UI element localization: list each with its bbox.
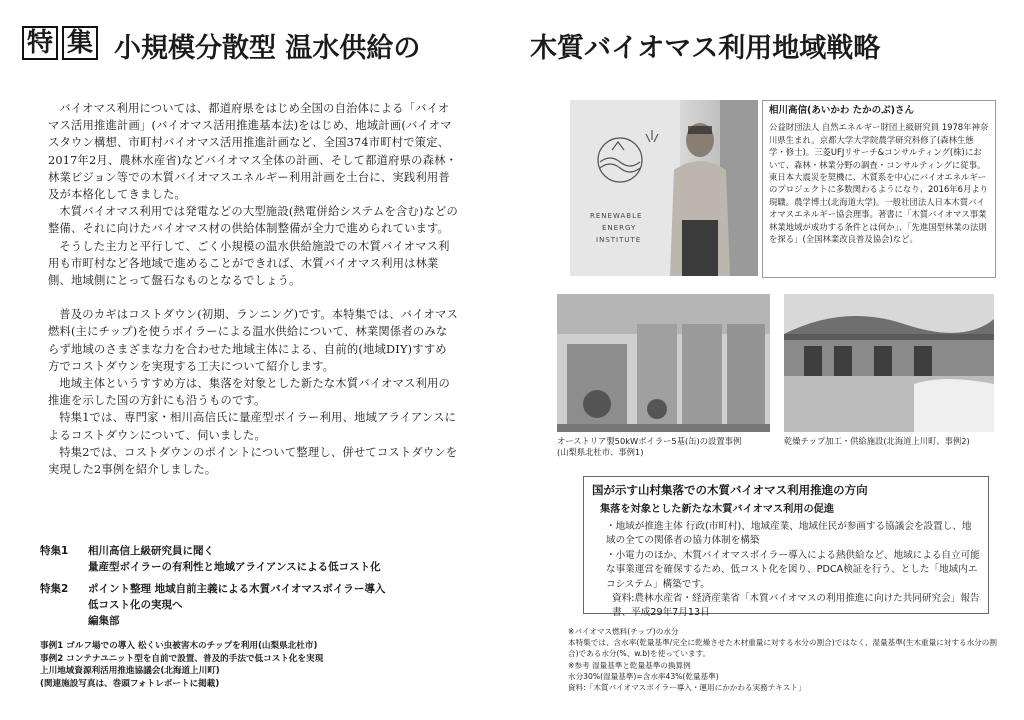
feature-1-line1: 相川高信上級研究員に聞く [88,545,214,557]
intro-paragraph: 特集1では、専門家・相川高信氏に量産型ボイラー利用、地域アライアンスによるコストダウンについて、伺いました。 [48,411,457,442]
case-2: 事例2 コンテナユニット型を自前で設置、普及的手法で低コスト化を実現 [40,653,324,664]
profile-photo [570,100,758,276]
case-2-org: 上川地域資源利活用推進協議会(北海道上川町) [40,666,220,677]
boiler-caption-line2: (山梨県北杜市、事例1) [557,447,644,457]
intro-paragraph: バイオマス利用については、都道府県をはじめ全国の自治体による「バイオマス活用推進計画」(バイオマス活用推進基本法)をはじめ、地域計画(バイオマスタウン構想、市町村バイオマス活用推進計画など、全国374市町村で策定、2017年2月、農林水産省)などバイオマス全体の計画、そして都道府県の森林・林業ビジョン等での木質バイオマスエネルギー利用計画を土台に、実践利用普及が本格化してきました。 [48,102,458,202]
facility-photo-illustration [784,294,994,432]
intro-paragraph: 地域主体というすすめ方は、集落を対象とした新たな木質バイオマス利用の推進を示した国の方針にも沿うものです。 [48,377,450,408]
boiler-caption [557,436,770,458]
intro-paragraph: 木質バイオマス利用では発電などの大型施設(熱電併給システムを含む)などの整備、それに向けたバイオマス材の供給体制整備が全力で進められています。 [48,205,458,236]
intro-paragraph: 特集2では、コストダウンのポイントについて整理し、併せてコストダウンを実現した2事例を紹介しました。 [48,445,458,477]
profile-card [762,100,996,278]
badge-char-1: 特 [22,26,58,60]
case-list [40,640,480,690]
badge-char-2: 集 [62,26,98,60]
policy-source: 資料:農林水産省・経済産業省「木質バイオマスの利用推進に向けた共同研究会」報告書、平成29年7月13日 [612,593,980,619]
feature-1-line2: 量産型ボイラーの有利性と地域アライアンスによる低コスト化 [88,561,381,573]
footnote-line-2: 本特集では、含水率(乾量基準/完全に乾燥させた木材重量に対する水分の割合)ではなく、湿量基準(生木重量に対する水分の割合)である水分(%、w.b)を使っています。 [568,638,997,659]
page-title-right: 木質バイオマス利用地域戦略 [530,33,881,64]
photo-note: (関連施設写真は、巻頭フォトレポートに掲載) [40,678,220,689]
footnote-line-1: ※バイオマス燃料(チップ)の水分 [568,627,679,636]
policy-bullet-2: ・小電力のほか、木質バイオマスボイラー導入による熱供給など、地域による自立可能な事業運営を確保するため、低コスト化を図り、PDCA検証を行う、とした「地域内エコシステム」構築です。 [606,549,980,590]
feature-2 [40,581,480,629]
footnote-line-5: 資料:「木質バイオマスボイラー導入・運用にかかわる実務テキスト」 [568,683,806,693]
case-1: 事例1 ゴルフ場での導入 松くい虫被害木のチップを利用(山梨県北杜市) [40,641,318,651]
footnote-line-3: ※参考 湿量基準と乾量基準の換算例 [568,660,691,670]
profile-bio: 公益財団法人 自然エネルギー財団上級研究員 1978年神奈川県生まれ。京都大学大学院農学研究科修了(森林生態学・修士)。三菱UFJリサーチ&コンサルティング(株)において、森林・林業分野の調査・コンサルティングに従事。東日本大震災を契機に、木質系を中心にバイオエネルギーのプロジェクトに多数関わるようになり、2016年6月より現職。農学博士(北海道大学)。一般社団法人日本木質バイオマスエネルギー協会理事。著書に「木質バイオマス事業 林業地域が成功する条件とは何か」、「先進国型林業の法則を探る」(全国林業改良普及協会)など。 [769,122,989,245]
feature-2-line1: ポイント整理 地域自前主義による木質バイオマスボイラー導入 [88,583,386,595]
boiler-photo [557,294,770,432]
intro-paragraph: 普及のカギはコストダウン(初期、ランニング)です。本特集では、バイオマス燃料(主にチップ)を使うボイラーによる温水供給について、林業関係者のみならず地域のさまざまな力を合わせた地域主体による、自前的(地域DIY)すすめ方でコストダウンを実現する工夫について紹介します。 [48,308,458,373]
feature-2-line2: 低コスト化の実現へ [88,599,183,611]
facility-photo [784,294,994,432]
profile-name: 相川高信(あいかわ たかのぶ)さん [769,105,914,116]
logo-text-2: ENERGY [602,224,637,232]
policy-bullet-1: ・地域が推進主体 行政(市町村)、地域産業、地域住民が参画する協議会を設置し、地域の全ての関係者の協力体制を構築 [606,521,972,547]
logo-text-1: RENEWABLE [590,212,643,220]
logo-text-3: INSTITUTE [596,236,642,244]
policy-title: 国が示す山村集落での木質バイオマス利用推進の方向 [592,483,868,497]
boiler-caption-line1: オーストリア製50kWボイラー5基(缶)の設置事例 [557,436,742,446]
feature-2-key: 特集2 [40,583,69,595]
features-list [40,543,480,629]
policy-subtitle: 集落を対象とした新たな木質バイオマス利用の促進 [600,504,835,515]
moisture-footnote [568,626,998,693]
facility-caption: 乾燥チップ加工・供給施設(北海道上川町、事例2) [784,436,970,446]
feature-1-key: 特集1 [40,545,69,557]
feature-badge [22,26,98,60]
profile-photo-illustration [570,100,758,276]
boiler-photo-illustration [557,294,770,432]
feature-2-line3: 編集部 [88,615,120,627]
intro-text [48,100,458,478]
intro-paragraph: そうした主力と平行して、ごく小規模の温水供給施設での木質バイオマス利用も市町村など各地域で進めることができれば、木質バイオマス利用は林業側、地域側にとって盤石なものとなるでしょう。 [48,239,450,288]
page-title-left: 小規模分散型 温水供給の [114,33,421,64]
policy-box [583,476,989,619]
feature-1 [40,543,480,575]
footnote-line-4: 水分30%(湿量基準)=含水率43%(乾量基準) [568,671,719,681]
